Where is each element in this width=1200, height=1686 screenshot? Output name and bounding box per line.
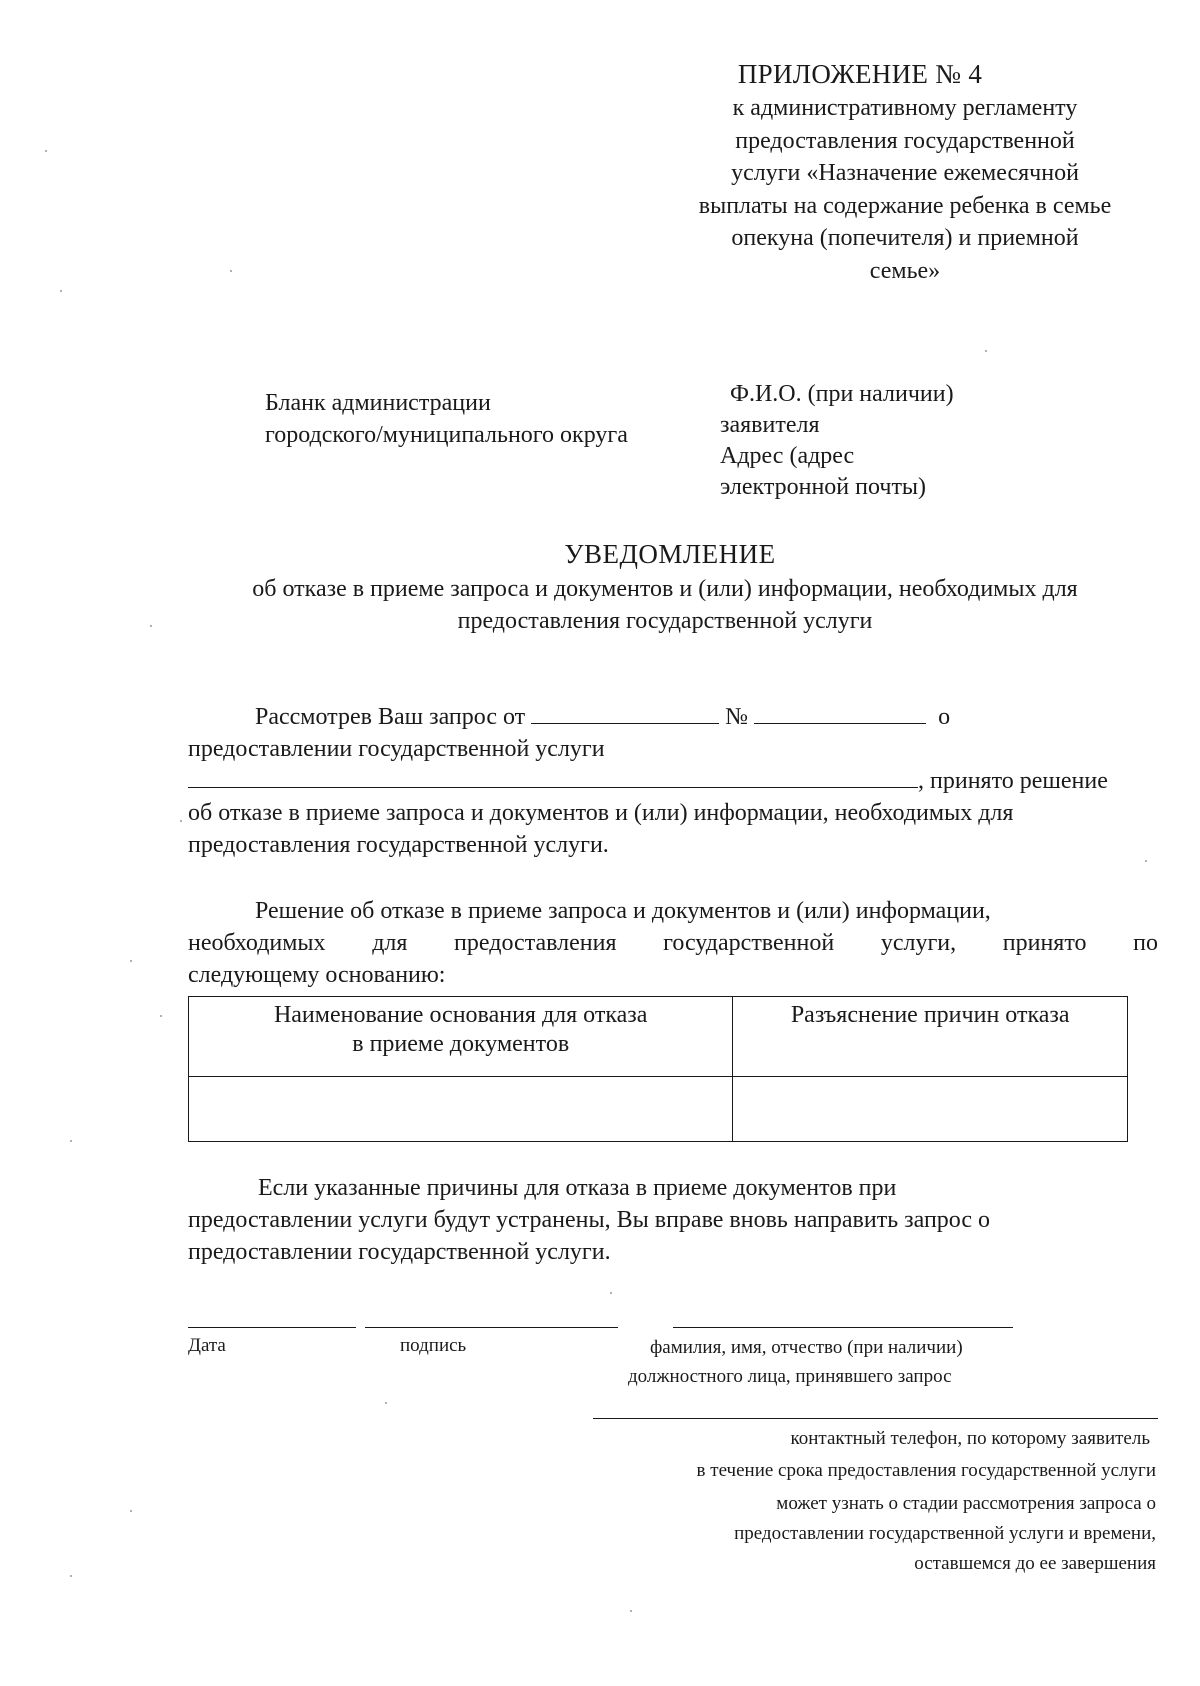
appendix-line: предоставления государственной: [735, 127, 1075, 154]
header-line: Наименование основания для отказа: [273, 1002, 648, 1028]
number-sign: №: [725, 704, 749, 730]
request-date-field: [531, 703, 719, 724]
scan-speck: [1145, 860, 1147, 862]
scan-speck: [130, 960, 132, 962]
date-label: Дата: [188, 1335, 226, 1356]
column-header-explanation: Разъяснение причин отказа: [733, 997, 1128, 1077]
body-line: предоставлении государственной услуги.: [188, 1239, 611, 1265]
refusal-reasons-table: [188, 996, 1128, 1142]
letterhead-line: Бланк администрации: [265, 390, 491, 416]
service-name-field: [188, 767, 918, 788]
appendix-line: выплаты на содержание ребенка в семье: [698, 192, 1112, 219]
document-title: УВЕДОМЛЕНИЕ: [564, 539, 776, 569]
body-line: Если указанные причины для отказа в приеме документов при: [258, 1175, 897, 1201]
column-header-reason: [189, 997, 733, 1077]
appendix-title: ПРИЛОЖЕНИЕ № 4: [737, 59, 983, 89]
scan-speck: [985, 350, 987, 352]
body-line: предоставлении услуги будут устранены, Вы вправе вновь направить запрос о: [188, 1207, 991, 1233]
request-number-field: [754, 703, 926, 724]
text-about: о: [938, 704, 951, 730]
scan-speck: [45, 150, 47, 152]
fio-signature-line: [673, 1327, 1013, 1328]
table-cell-reason[interactable]: [189, 1077, 733, 1142]
scan-speck: [610, 1292, 612, 1294]
scan-speck: [60, 290, 62, 292]
body-line: Решение об отказе в приеме запроса и документов и (или) информации,: [255, 898, 991, 924]
scan-speck: [630, 1610, 632, 1612]
scan-speck: [130, 1510, 132, 1512]
body-line: предоставления государственной услуги.: [188, 832, 609, 858]
scan-speck: [230, 270, 232, 272]
decision-line: [188, 765, 1108, 797]
scan-speck: [385, 1402, 387, 1404]
scan-speck: [160, 1015, 162, 1017]
recipient-line: Ф.И.О. (при наличии): [730, 381, 954, 407]
appendix-line: услуги «Назначение ежемесячной: [731, 160, 1079, 186]
text-decision: , принято решение: [918, 768, 1108, 794]
position-label: должностного лица, принявшего запрос: [628, 1366, 952, 1387]
appendix-line: опекуна (попечителя) и приемной: [731, 225, 1079, 251]
subtitle-line: об отказе в приеме запроса и документов и (или) информации, необходимых для: [252, 576, 1078, 602]
administration-letterhead: [265, 387, 628, 451]
request-date-line: [255, 701, 950, 733]
text-request-from: Рассмотрев Ваш запрос от: [255, 704, 526, 730]
contact-line: оставшемся до ее завершения: [914, 1553, 1156, 1574]
appendix-line: семье»: [869, 257, 941, 284]
body-line: об отказе в приеме запроса и документов и (или) информации, необходимых для: [188, 800, 1014, 826]
document-subtitle: [160, 573, 1170, 637]
date-signature-line: [188, 1327, 356, 1328]
fio-label: фамилия, имя, отчество (при наличии): [650, 1337, 963, 1358]
scan-speck: [150, 625, 152, 627]
appendix-reference: [650, 92, 1160, 287]
letterhead-line: городского/муниципального округа: [265, 422, 628, 448]
recipient-line: Адрес (адрес: [720, 443, 855, 469]
contact-line: контактный телефон, по которому заявитель: [790, 1428, 1150, 1449]
body-line: необходимых для предоставления государственной услуги, принято по: [188, 930, 1158, 956]
scan-speck: [180, 820, 182, 822]
scan-speck: [70, 1140, 72, 1142]
body-line: следующему основанию:: [188, 962, 446, 988]
sign-signature-line: [365, 1327, 618, 1328]
recipient-block: [720, 379, 954, 503]
subtitle-line: предоставления государственной услуги: [457, 608, 873, 634]
recipient-line: электронной почты): [720, 474, 927, 500]
scan-speck: [70, 1575, 72, 1577]
table-row: [189, 1077, 1128, 1142]
appendix-line: к административному регламенту: [732, 95, 1078, 121]
contact-line: в течение срока предоставления государственной услуги: [696, 1460, 1156, 1481]
table-cell-explanation[interactable]: [733, 1077, 1128, 1142]
table-header-row: [189, 997, 1128, 1077]
contact-line: предоставлении государственной услуги и времени,: [734, 1523, 1156, 1544]
body-line: предоставлении государственной услуги: [188, 736, 605, 762]
header-line: в приеме документов: [352, 1031, 570, 1057]
contact-line: может узнать о стадии рассмотрения запроса о: [776, 1493, 1156, 1514]
recipient-line: заявителя: [720, 412, 820, 438]
sign-label: подпись: [400, 1335, 467, 1356]
contact-phone-line: [593, 1418, 1158, 1419]
